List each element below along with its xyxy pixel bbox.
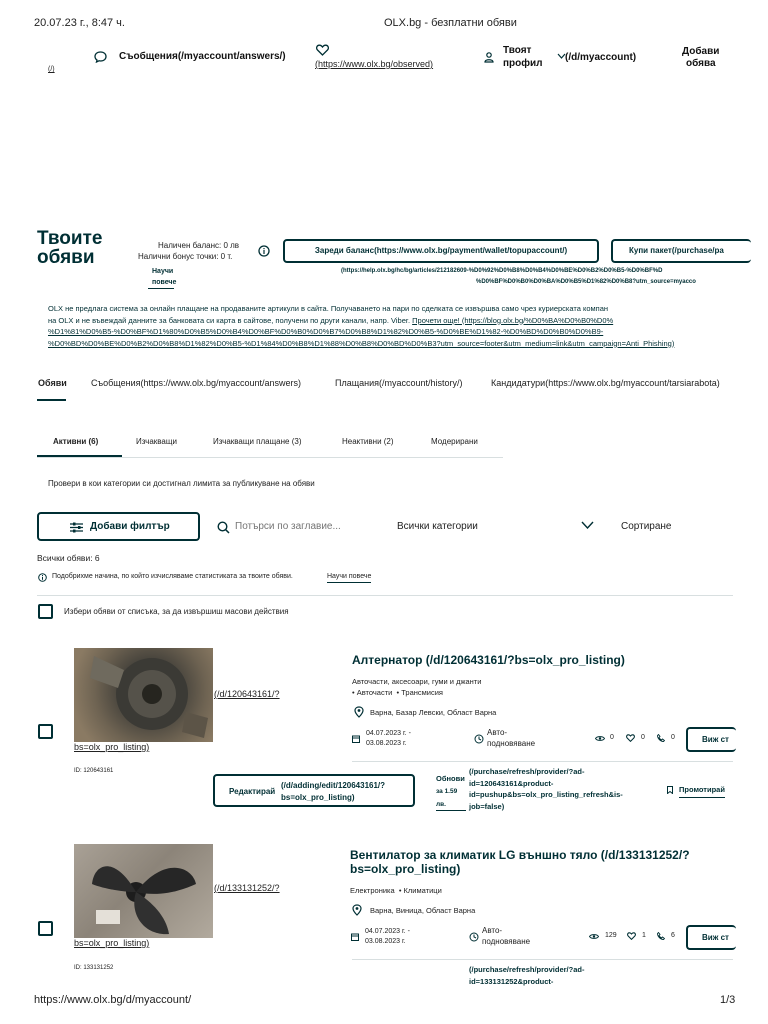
auto-renew-label: Авто- подновяване bbox=[487, 728, 536, 748]
bonus-text: Налични бонус точки: 0 т. bbox=[138, 252, 233, 261]
listing-tags: • Авточасти • Трансмисия bbox=[352, 688, 443, 697]
profile-label-2[interactable]: профил bbox=[503, 58, 543, 69]
learn-more-wallet[interactable]: Научи повече bbox=[152, 268, 177, 286]
stats-info-text: Подобрихме начина, по който изчисляваме статистиката за твоите обяви. bbox=[52, 573, 293, 580]
chat-icon bbox=[94, 51, 107, 63]
limits-link[interactable]: Провери в кои категории си достигнал лимита за публикуване на обяви bbox=[48, 479, 315, 488]
observed-link[interactable]: (https://www.olx.bg/observed) bbox=[315, 59, 434, 69]
tab-payments[interactable]: Плащания(/myaccount/history/) bbox=[335, 378, 463, 388]
refresh-price[interactable]: Обнови за 1.59 лв. bbox=[436, 774, 465, 808]
search-input[interactable] bbox=[235, 518, 385, 534]
read-more-link[interactable]: Прочети още! (https://blog.olx.bg/%D0%BA%D0%B0%D0% bbox=[412, 315, 614, 325]
listing-location: Варна, Виница, Област Варна bbox=[370, 906, 476, 915]
listing-title[interactable]: Вентилатор за климатик LG външно тяло (/d/133131252/? bs=olx_pro_listing) bbox=[350, 848, 690, 876]
tab-active[interactable]: Активни (6) bbox=[53, 437, 99, 446]
calendar-icon bbox=[352, 735, 360, 743]
tab-waiting-payment[interactable]: Изчакващи плащане (3) bbox=[213, 437, 302, 446]
auto-renew-icon bbox=[469, 932, 479, 942]
listing-id: ID: 133131252 bbox=[74, 965, 114, 971]
print-url: https://www.olx.bg/d/myaccount/ bbox=[34, 994, 192, 1006]
heart-icon bbox=[626, 734, 635, 742]
topup-button[interactable]: Зареди баланс(https://www.olx.bg/payment/wallet/topupaccount/) bbox=[283, 239, 599, 263]
help-url-1[interactable]: (https://help.olx.bg/hc/bg/articles/212182609-%D0%92%D0%B8%D0%B4%D0%BE%D0%B2%D0%B5-%D0%BF%D bbox=[341, 268, 663, 274]
listing-category: Електроника • Климатици bbox=[350, 886, 442, 895]
heart-icon[interactable] bbox=[316, 44, 329, 56]
tab-active-underline bbox=[37, 455, 122, 457]
listing-id: ID: 120643161 bbox=[74, 768, 114, 774]
calls-count: 6 bbox=[671, 932, 675, 939]
view-stats-button[interactable]: Виж ст bbox=[686, 925, 736, 950]
help-url-2[interactable]: %D0%BF%D0%B0%D0%BA%D0%B5%D1%82%D0%B8?utm_source=myacco bbox=[476, 279, 696, 285]
listing-tag: Климатици bbox=[403, 886, 442, 895]
location-pin-icon bbox=[354, 706, 364, 718]
stats-learn-more[interactable]: Научи повече bbox=[327, 573, 371, 583]
tab-jobs[interactable]: Кандидатури(https://www.olx.bg/myaccount/tarsiarabota) bbox=[491, 378, 720, 388]
listing-location: Варна, Базар Левски, Област Варна bbox=[370, 708, 497, 717]
favorites-count: 0 bbox=[641, 734, 645, 741]
listing-thumbnail[interactable] bbox=[74, 648, 213, 742]
filters-divider bbox=[37, 595, 733, 596]
listing-dates: 04.07.2023 г. - 03.08.2023 г. bbox=[365, 928, 410, 945]
sliders-icon bbox=[70, 522, 83, 533]
total-ads-count: Всички обяви: 6 bbox=[37, 553, 100, 563]
listing-tag: Трансмисия bbox=[401, 688, 443, 697]
listing-category: Авточасти, аксесоари, гуми и джанти bbox=[352, 677, 482, 686]
listing-image-link[interactable]: (/d/133131252/? bbox=[214, 883, 280, 893]
category-select[interactable]: Всички категории bbox=[397, 521, 478, 532]
views-count: 0 bbox=[610, 734, 614, 741]
refresh-underline bbox=[436, 810, 466, 811]
listing-checkbox[interactable] bbox=[38, 724, 53, 739]
info-icon[interactable] bbox=[258, 245, 270, 257]
listing-checkbox[interactable] bbox=[38, 921, 53, 936]
eye-icon bbox=[595, 735, 605, 742]
chevron-down-icon[interactable] bbox=[581, 521, 594, 529]
listing-image-link[interactable]: (/d/120643161/? bbox=[214, 689, 280, 699]
tabs-divider bbox=[37, 457, 503, 458]
print-datetime: 20.07.23 г., 8:47 ч. bbox=[34, 17, 125, 29]
search-icon bbox=[217, 521, 230, 534]
listing-tag: Авточасти bbox=[356, 688, 393, 697]
phone-icon bbox=[657, 932, 665, 940]
promote-link[interactable]: Промотирай bbox=[679, 785, 725, 798]
view-stats-button[interactable]: Виж ст bbox=[686, 727, 736, 752]
auto-renew-label: Авто- подновяване bbox=[482, 926, 531, 946]
info-icon bbox=[38, 573, 47, 582]
select-all-checkbox[interactable] bbox=[38, 604, 53, 619]
home-link[interactable]: (/) bbox=[48, 66, 55, 73]
print-page-number: 1/3 bbox=[720, 994, 736, 1006]
balance-text: Наличен баланс: 0 лв bbox=[158, 241, 240, 250]
account-link[interactable]: (/d/myaccount) bbox=[565, 52, 637, 63]
tab-ads[interactable]: Обяви bbox=[38, 378, 67, 388]
user-icon bbox=[484, 52, 494, 63]
eye-icon bbox=[589, 933, 599, 940]
edit-button[interactable] bbox=[213, 774, 415, 807]
listing-divider bbox=[352, 761, 733, 762]
listing-thumbnail[interactable] bbox=[74, 844, 213, 938]
tab-ads-underline bbox=[37, 399, 66, 401]
print-title: OLX.bg - безплатни обяви bbox=[384, 17, 517, 29]
add-ad-label-1[interactable]: Добави bbox=[682, 46, 720, 57]
tab-moderated[interactable]: Модерирани bbox=[431, 437, 478, 446]
heart-icon bbox=[627, 932, 636, 940]
add-ad-label-2[interactable]: обява bbox=[686, 58, 716, 69]
add-filter-label: Добави филтър bbox=[90, 521, 170, 532]
auto-renew-icon bbox=[474, 734, 484, 744]
anti-phishing-notice: OLX не предлага система за онлайн плащане на продаваните артикули в сайта. Получаването на пари по сделката се извършва само чрез куриерската компан на OLX и не въвеждай данните за банковата си карта в сайтове, получени по други канали, напр. Viber. Прочети още! (https://blog.olx.bg/%D0%BA%D0%B0%D0% %D1%81%D0%B5-%D0%BF%D1%80%D0%B5%D0%B4%D0%BF%D0%B0%D0%B7%D0%B8%D1%82%D0%B5-%D0%BE%D1%82-%D0%BD%D0%B0%D0%B9- %D0%BD%D0%BE%D0%B2%D0%B8%D1%82%D0%B5-%D1%84%D0%B8%D1%88%D0%B8%D0%BD%D0%B3?utm_source=footer&utm_medium=link&utm_campaign=Anti_Phishing) bbox=[48, 304, 675, 348]
favorites-count: 1 bbox=[642, 932, 646, 939]
edit-label: Редактирай bbox=[229, 787, 276, 796]
listing-title[interactable]: Алтернатор (/d/120643161/?bs=olx_pro_listing) bbox=[352, 653, 625, 667]
tab-messages[interactable]: Съобщения(https://www.olx.bg/myaccount/answers) bbox=[91, 378, 302, 388]
calendar-icon bbox=[351, 933, 359, 941]
listing-divider bbox=[352, 959, 733, 960]
edit-link: (/d/adding/edit/120643161/? bs=olx_pro_listing) bbox=[281, 781, 386, 802]
views-count: 129 bbox=[605, 932, 617, 939]
calls-count: 0 bbox=[671, 734, 675, 741]
refresh-url[interactable]: (/purchase/refresh/provider/?ad- id=120643161&product- id=pushup&bs=olx_pro_listing_refresh&is- job=false) bbox=[469, 767, 623, 811]
refresh-url[interactable]: (/purchase/refresh/provider/?ad- id=133131252&product- bbox=[469, 965, 585, 986]
phone-icon bbox=[657, 734, 665, 742]
location-pin-icon bbox=[352, 904, 362, 916]
listing-dates: 04.07.2023 г. - 03.08.2023 г. bbox=[366, 730, 411, 747]
profile-label-1[interactable]: Твоят bbox=[503, 45, 532, 56]
buy-package-button[interactable]: Купи пакет(/purchase/pa bbox=[611, 239, 751, 263]
bookmark-icon bbox=[667, 786, 673, 794]
add-filter-button[interactable] bbox=[37, 512, 200, 541]
learn-more-underline bbox=[148, 288, 174, 289]
messages-link[interactable]: Съобщения(/myaccount/answers/) bbox=[119, 51, 286, 62]
listing-image-link-2[interactable]: bs=olx_pro_listing) bbox=[74, 742, 150, 752]
bulk-select-text: Избери обяви от списъка, за да извършиш масови действия bbox=[64, 607, 289, 616]
listing-image-link-2[interactable]: bs=olx_pro_listing) bbox=[74, 938, 150, 948]
tab-waiting[interactable]: Изчакващи bbox=[136, 437, 177, 446]
tab-inactive[interactable]: Неактивни (2) bbox=[342, 437, 394, 446]
sort-select[interactable]: Сортиране bbox=[621, 521, 672, 532]
page-title: Твоите обяви bbox=[37, 228, 103, 268]
